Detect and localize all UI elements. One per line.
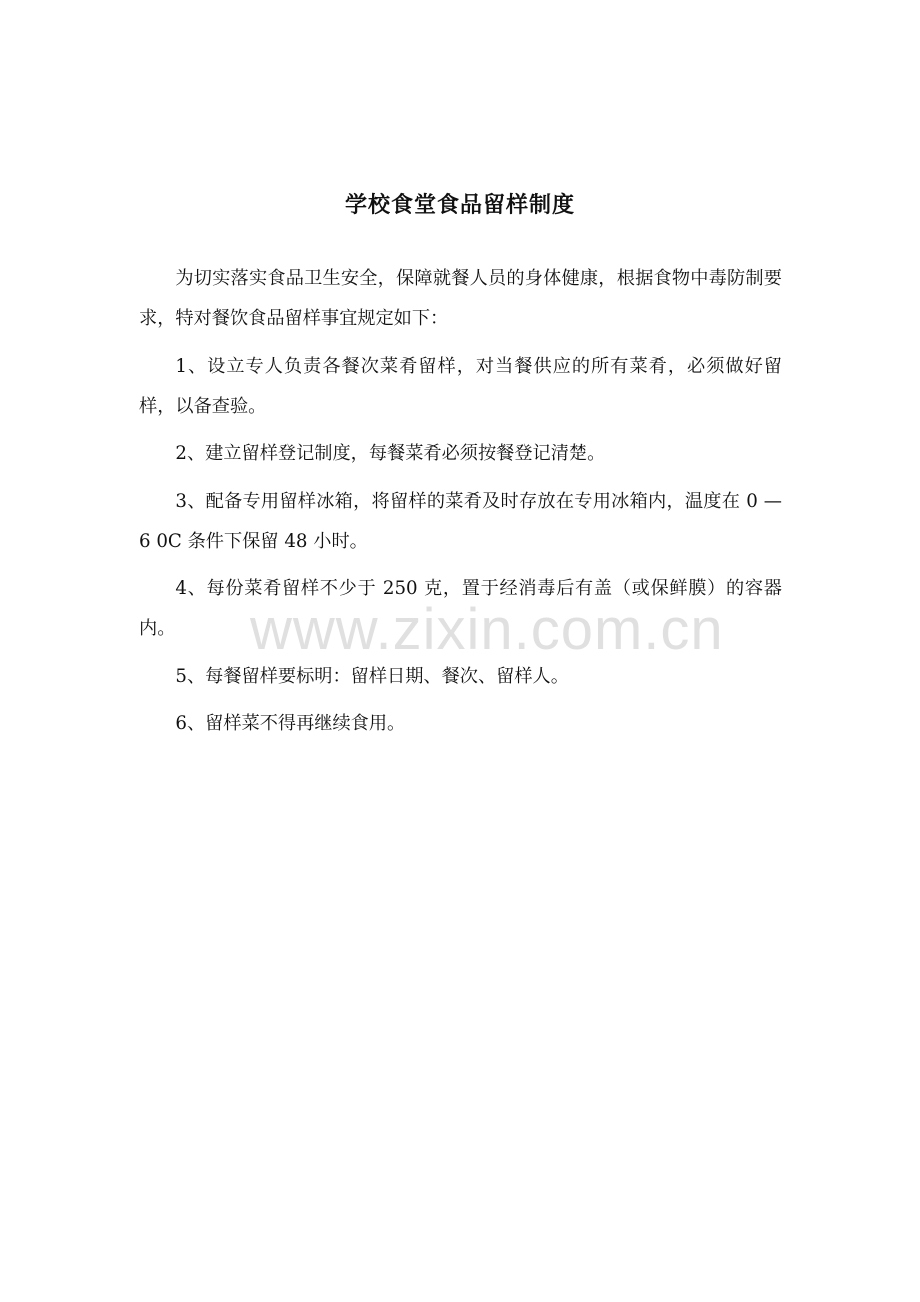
- document-body: [139, 259, 782, 752]
- rule-6-paragraph: 6、留样菜不得再继续食用。: [175, 713, 406, 734]
- rule-5-paragraph: 5、每餐留样要标明：留样日期、餐次、留样人。: [175, 665, 569, 687]
- site-watermark: www.zixin.com.cn: [250, 597, 724, 662]
- rule-4-paragraph: 4、每份菜肴留样不少于 250 克，置于经消毒后有盖（或保鲜膜）的容器内。: [139, 578, 782, 639]
- rule-2-paragraph: 2、建立留样登记制度，每餐菜肴必须按餐登记清楚。: [175, 443, 606, 464]
- document-title: 学校食堂食品留样制度: [344, 193, 575, 218]
- rule-1-paragraph: 1、设立专人负责各餐次菜肴留样，对当餐供应的所有菜肴，必须做好留样，以备查验。: [139, 355, 782, 417]
- intro-paragraph: 为切实落实食品卫生安全，保障就餐人员的身体健康，根据食物中毒防制要求，特对餐饮食品留样事宜规定如下：: [139, 268, 782, 329]
- rule-3-paragraph: 3、配备专用留样冰箱，将留样的菜肴及时存放在专用冰箱内，温度在 0 —6 0C 条件下保留 48 小时。: [139, 490, 782, 552]
